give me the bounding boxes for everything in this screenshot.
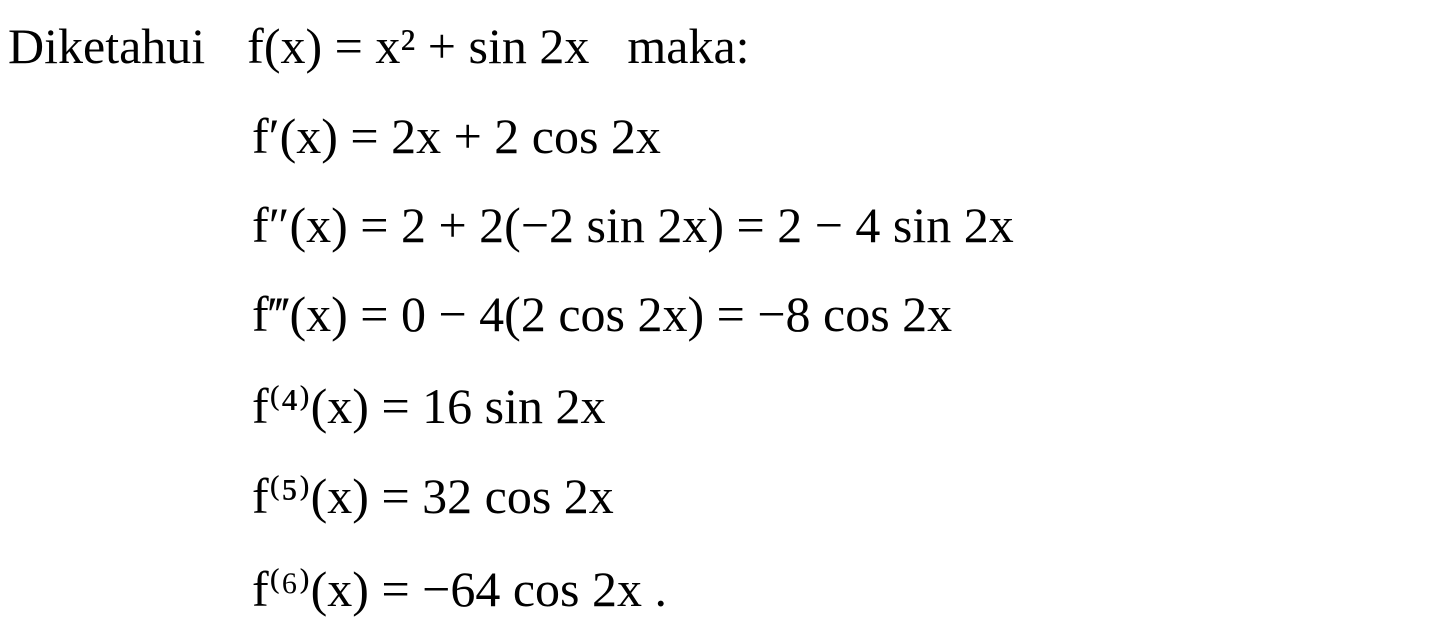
second-derivative: f″(x) = 2 + 2(−2 sin 2x) = 2 − 4 sin 2x	[252, 197, 1014, 253]
third-derivative: f‴(x) = 0 − 4(2 cos 2x) = −8 cos 2x	[252, 286, 953, 342]
intro-label: Diketahui	[8, 18, 206, 74]
fourth-derivative: f⁽⁴⁾(x) = 16 sin 2x	[252, 378, 606, 434]
fifth-derivative: f⁽⁵⁾(x) = 32 cos 2x	[252, 468, 614, 524]
intro-line	[8, 16, 750, 76]
intro-suffix: maka:	[627, 18, 750, 74]
sixth-derivative: f⁽⁶⁾(x) = −64 cos 2x .	[252, 561, 667, 617]
first-derivative: f′(x) = 2x + 2 cos 2x	[252, 108, 661, 164]
given-function: f(x) = x² + sin 2x	[247, 18, 590, 74]
